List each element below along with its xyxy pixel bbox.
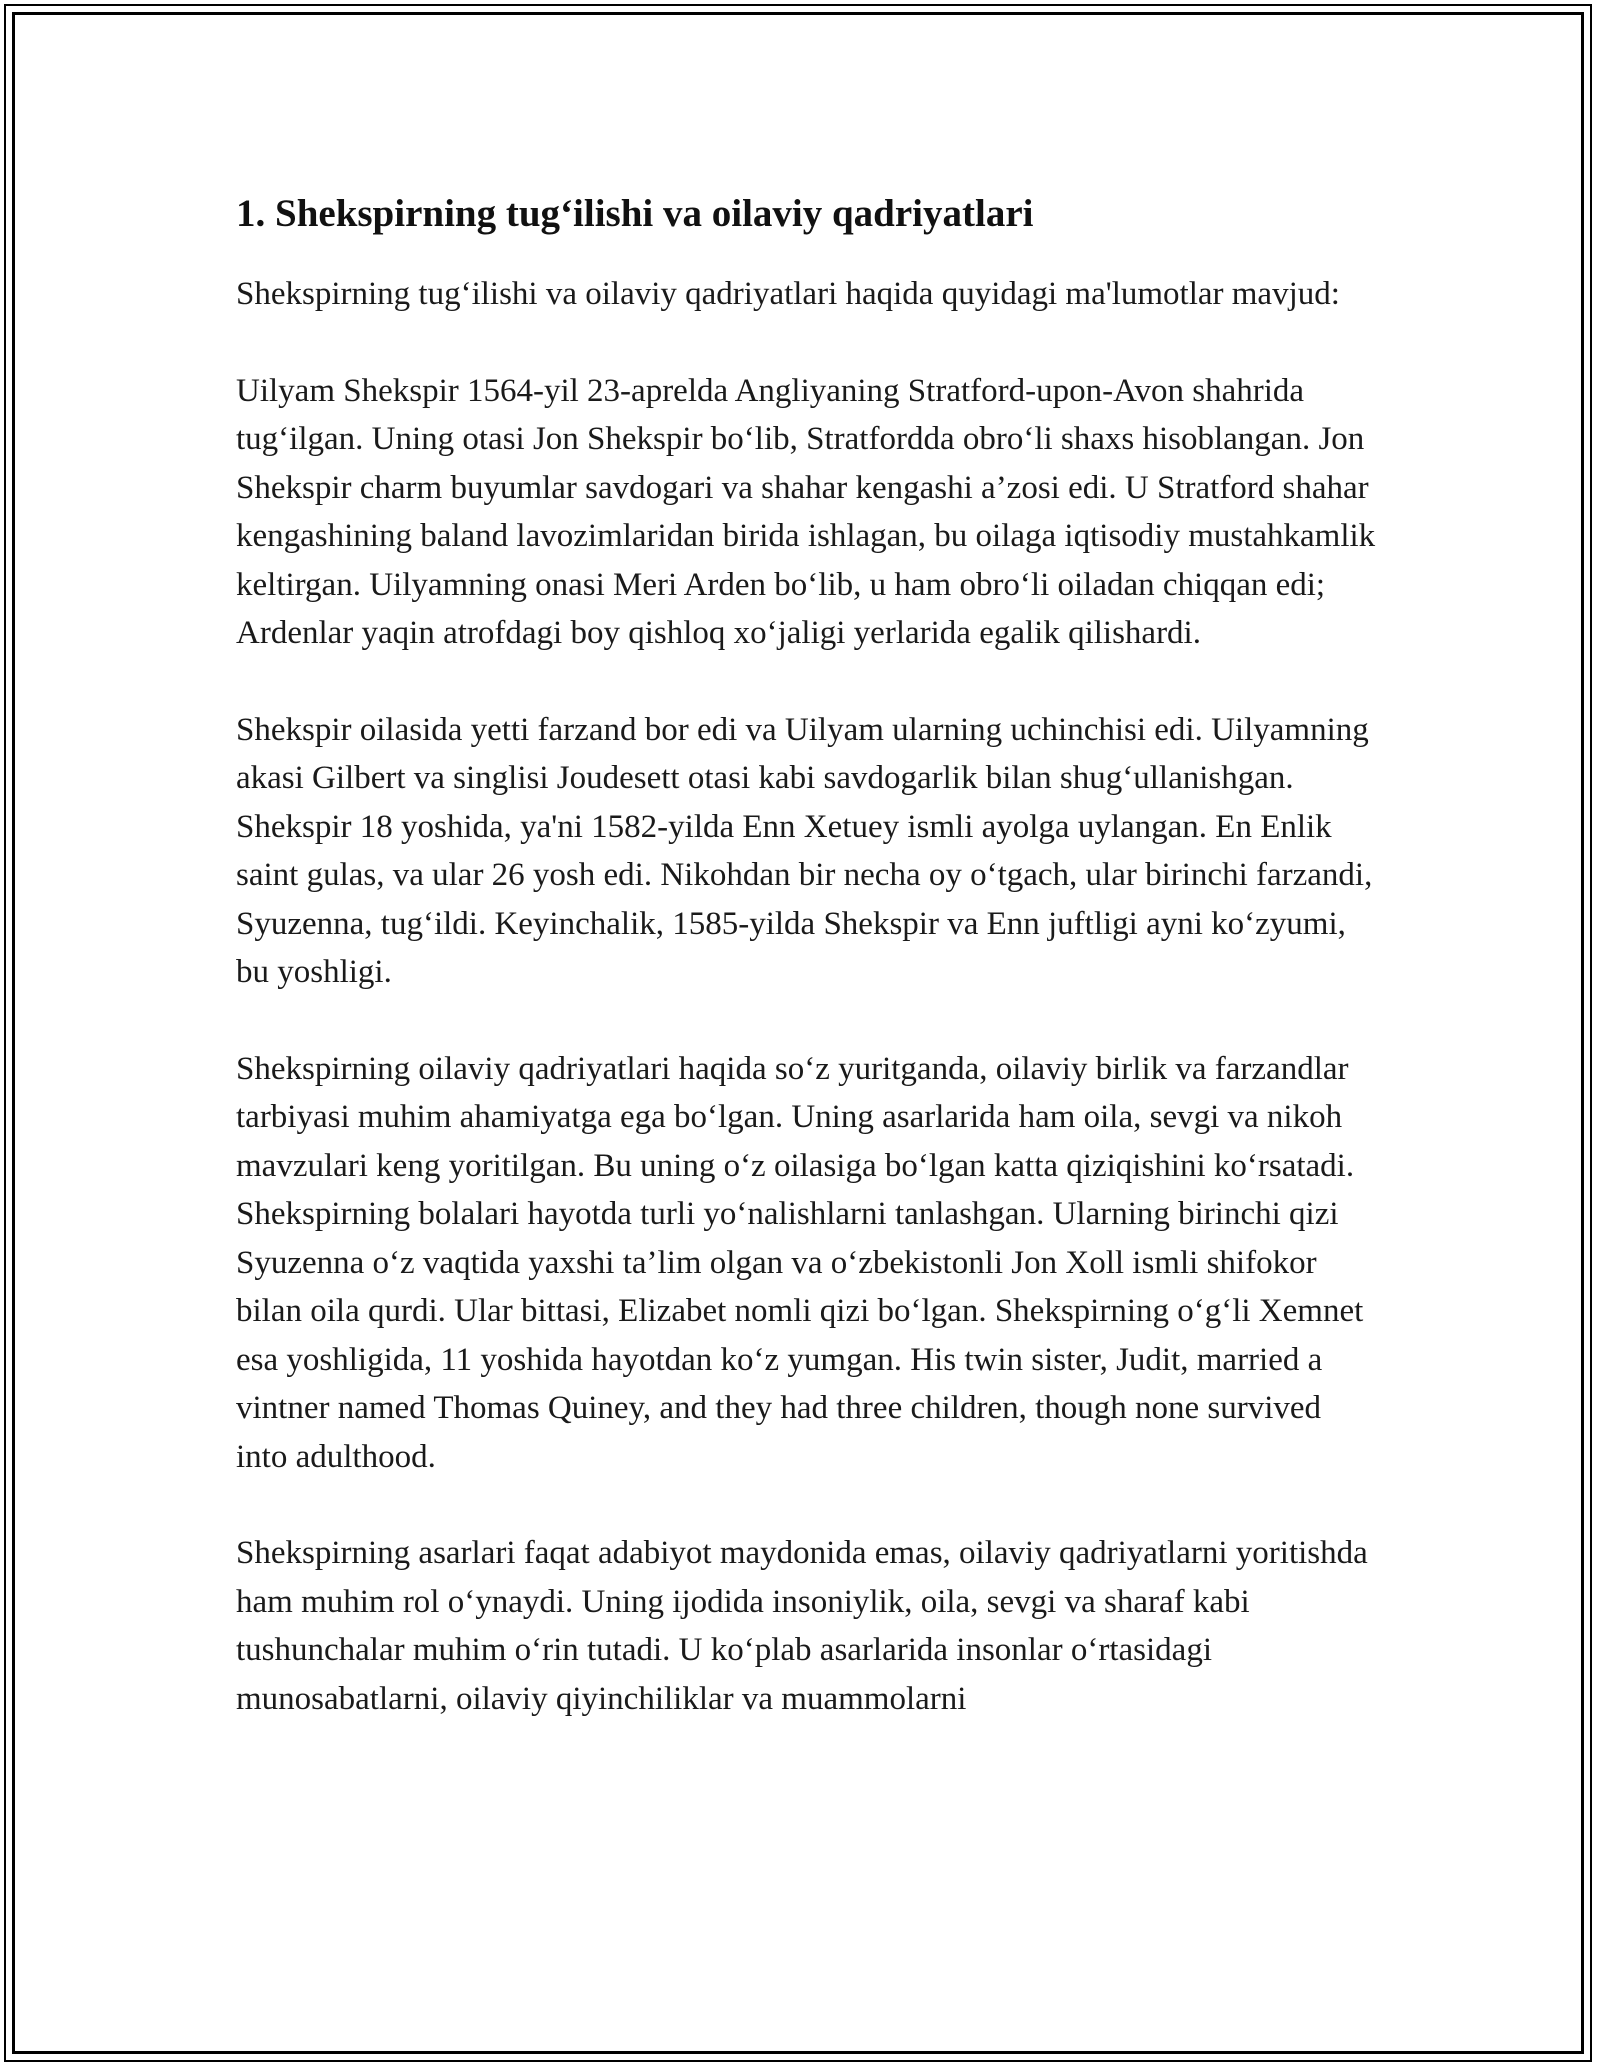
document-body — [236, 188, 1376, 1771]
paragraph-family-values: Shekspirning oilaviy qadriyatlari haqida so‘z yuritganda, oilaviy birlik va farzandlar tarbiyasi muhim ahamiyatga ega bo‘lgan. Uning asarlarida ham oila, sevgi va nikoh mavzulari keng yoritilgan. Bu uning o‘z oilasiga bo‘lgan katta qiziqishini ko‘rsatadi. Shekspirning bolalari hayotda turli yo‘nalishlarni tanlashgan. Ularning birinchi qizi Syuzenna o‘z vaqtida yaxshi ta’lim olgan va o‘zbekistonli Jon Xoll ismli shifokor bilan oila qurdi. Ular bittasi, Elizabet nomli qizi bo‘lgan. Shekspirning o‘g‘li Xemnet esa yoshligida, 11 yoshida hayotdan ko‘z yumgan. His twin sister, Judit, married a vintner named Thomas Quiney, and they had three children, though none survived into adulthood. — [236, 1050, 1364, 1475]
paragraph-family: Shekspir oilasida yetti farzand bor edi va Uilyam ularning uchinchisi edi. Uilyamning akasi Gilbert va singlisi Joudesett otasi kabi savdogarlik bilan shug‘ullanishgan. Shekspir 18 yoshida, ya'ni 1582-yilda Enn Xetuey ismli ayolga uylangan. En Enlik saint gulas, va ular 26 yosh edi. Nikohdan bir necha oy o‘tgach, ular birinchi farzandi, Syuzenna, tug‘ildi. Keyinchalik, 1585-yilda Shekspir va Enn juftligi ayni ko‘zyumi, bu yoshligi. — [236, 711, 1373, 990]
paragraph-works: Shekspirning asarlari faqat adabiyot maydonida emas, oilaviy qadriyatlarni yoritishda ham muhim rol o‘ynaydi. Uning ijodida insoniylik, oila, sevgi va sharaf kabi tushunchalar muhim o‘rin tutadi. U ko‘plab asarlarida insonlar o‘rtasidagi munosabatlarni, oilaviy qiyinchiliklar va muammolarni — [236, 1535, 1368, 1717]
paragraph-birth: Uilyam Shekspir 1564-yil 23-aprelda Angliyaning Stratford-upon-Avon shahrida tug‘ilgan. Uning otasi Jon Shekspir bo‘lib, Stratfordda obro‘li shaxs hisoblangan. Jon Shekspir charm buyumlar savdogari va shahar kengashi a’zosi edi. U Stratford shahar kengashining baland lavozimlaridan birida ishlagan, bu oilaga iqtisodiy mustahkamlik keltirgan. Uilyamning onasi Meri Arden bo‘lib, u ham obro‘li oiladan chiqqan edi; Ardenlar yaqin atrofdagi boy qishloq xo‘jaligi yerlarida egalik qilishardi. — [236, 372, 1376, 651]
paragraph-intro: Shekspirning tug‘ilishi va oilaviy qadriyatlari haqida quyidagi ma'lumotlar mavjud: — [236, 276, 1340, 312]
section-heading: 1. Shekspirning tug‘ilishi va oilaviy qadriyatlari — [236, 192, 1034, 235]
